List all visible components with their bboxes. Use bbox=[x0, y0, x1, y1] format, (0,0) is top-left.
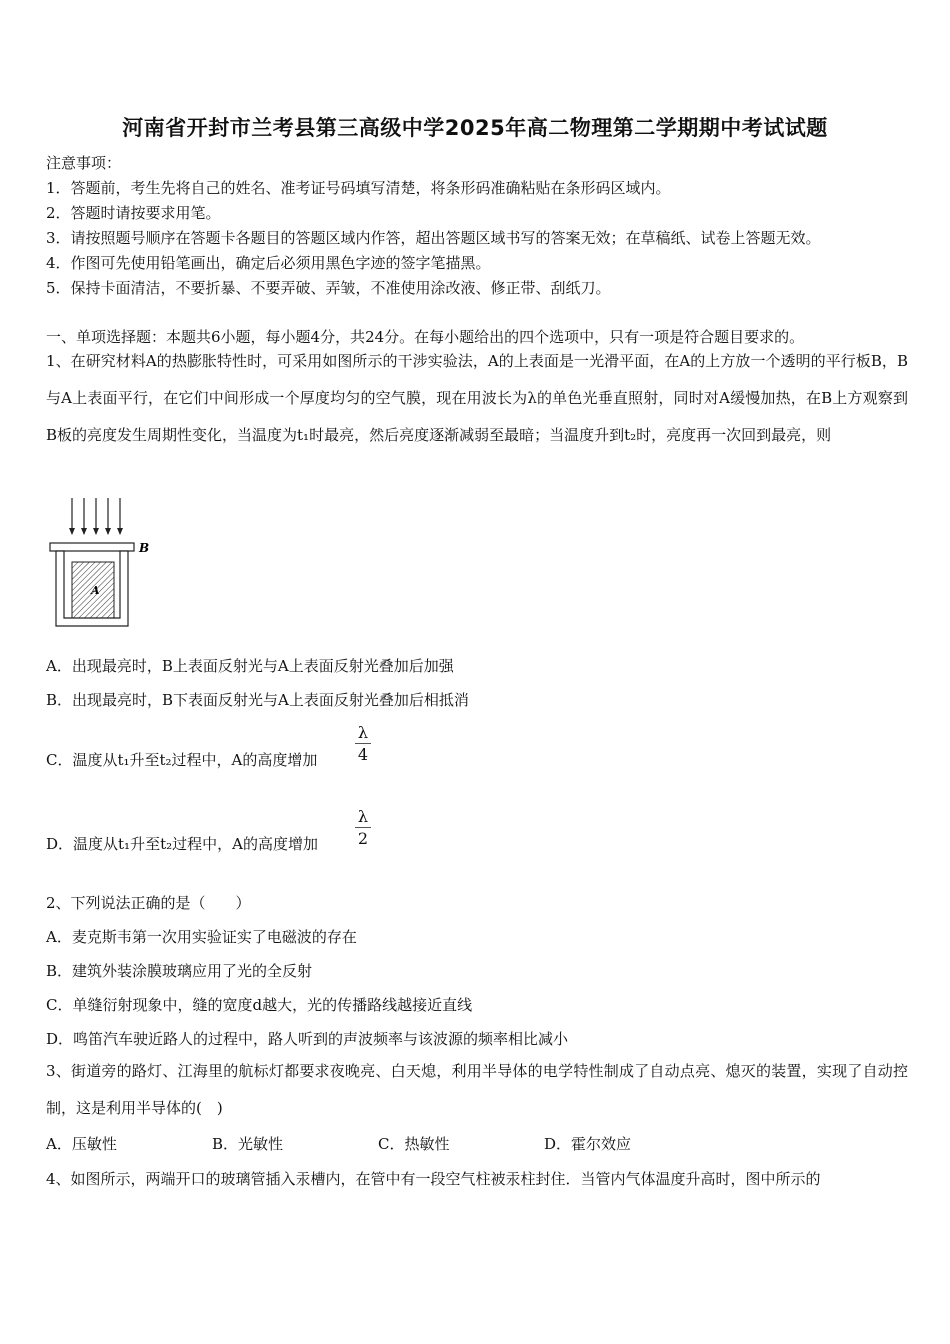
q2-option-b: B．建筑外装涂膜玻璃应用了光的全反射 bbox=[46, 962, 313, 980]
notice-item-4: 4．作图可先使用铅笔画出，确定后必须用黑色字迹的签字笔描黑。 bbox=[46, 254, 491, 272]
q1-option-b: B．出现最亮时，B下表面反射光与A上表面反射光叠加后相抵消 bbox=[46, 691, 469, 709]
fraction-numerator: λ bbox=[357, 723, 369, 742]
q2-option-c: C．单缝衍射现象中，缝的宽度d越大，光的传播路线越接近直线 bbox=[46, 996, 473, 1014]
fraction-denominator: 4 bbox=[357, 745, 369, 764]
label-b: B bbox=[139, 541, 150, 555]
q3-option-b: B．光敏性 bbox=[212, 1135, 284, 1153]
notice-heading: 注意事项： bbox=[46, 154, 122, 172]
q1-option-c: C．温度从t₁升至t₂过程中，A的高度增加 bbox=[46, 751, 318, 769]
plate-b bbox=[50, 543, 134, 551]
fraction-numerator: λ bbox=[357, 807, 369, 826]
q3-option-c: C．热敏性 bbox=[378, 1135, 450, 1153]
question-3-stem: 3、街道旁的路灯、江海里的航标灯都要求夜晚亮、白天熄，利用半导体的电学特性制成了自动点亮、熄灭的装置，实现了自动控制，这是利用半导体的( ) bbox=[46, 1062, 908, 1117]
q3-option-a: A．压敏性 bbox=[46, 1135, 117, 1153]
q2-option-a: A．麦克斯韦第一次用实验证实了电磁波的存在 bbox=[46, 928, 357, 946]
section-heading: 一、单项选择题：本题共6小题，每小题4分，共24分。在每小题给出的四个选项中，只有一项是符合题目要求的。 bbox=[46, 328, 805, 346]
question-2-stem: 2、下列说法正确的是（ ） bbox=[46, 894, 251, 912]
q1-option-a: A．出现最亮时，B上表面反射光与A上表面反射光叠加后加强 bbox=[46, 657, 454, 675]
fraction-denominator: 2 bbox=[357, 829, 369, 848]
fraction-lambda-over-2 bbox=[355, 807, 371, 848]
q3-option-d: D．霍尔效应 bbox=[544, 1135, 632, 1153]
question-4-stem: 4、如图所示，两端开口的玻璃管插入汞槽内，在管中有一段空气柱被汞柱封住．当管内气体温度升高时，图中所示的 bbox=[46, 1170, 821, 1188]
label-a: A bbox=[91, 584, 100, 597]
notice-item-1: 1．答题前，考生先将自己的姓名、准考证号码填写清楚，将条形码准确粘贴在条形码区域内。 bbox=[46, 179, 671, 197]
fraction-lambda-over-4 bbox=[355, 723, 371, 764]
q2-option-d: D．鸣笛汽车驶近路人的过程中，路人听到的声波频率与该波源的频率相比减小 bbox=[46, 1030, 569, 1048]
page-title: 河南省开封市兰考县第三高级中学2025年高二物理第二学期期中考试试题 bbox=[122, 116, 828, 140]
q3-options bbox=[46, 1133, 710, 1154]
interference-apparatus-figure bbox=[44, 494, 164, 630]
question-1-stem: 1、在研究材料A的热膨胀特性时，可采用如图所示的干涉实验法，A的上表面是一光滑平面，在A的上方放一个透明的平行板B，B与A上表面平行，在它们中间形成一个厚度均匀的空气膜，现在用波长为λ的单色光垂直照射，同时对A缓慢加热，在B上方观察到B板的亮度发生周期性变化，当温度为t₁时最亮，然后亮度逐渐减弱至最暗；当温度升到t₂时，亮度再一次回到最亮，则 bbox=[46, 352, 908, 444]
notice-item-5: 5．保持卡面清洁，不要折暴、不要弄破、弄皱，不准使用涂改液、修正带、刮纸刀。 bbox=[46, 279, 611, 297]
notice-item-3: 3．请按照题号顺序在答题卡各题目的答题区域内作答，超出答题区域书写的答案无效；在草稿纸、试卷上答题无效。 bbox=[46, 229, 821, 247]
q1-option-d: D．温度从t₁升至t₂过程中，A的高度增加 bbox=[46, 835, 318, 853]
notice-item-2: 2．答题时请按要求用笔。 bbox=[46, 204, 221, 222]
